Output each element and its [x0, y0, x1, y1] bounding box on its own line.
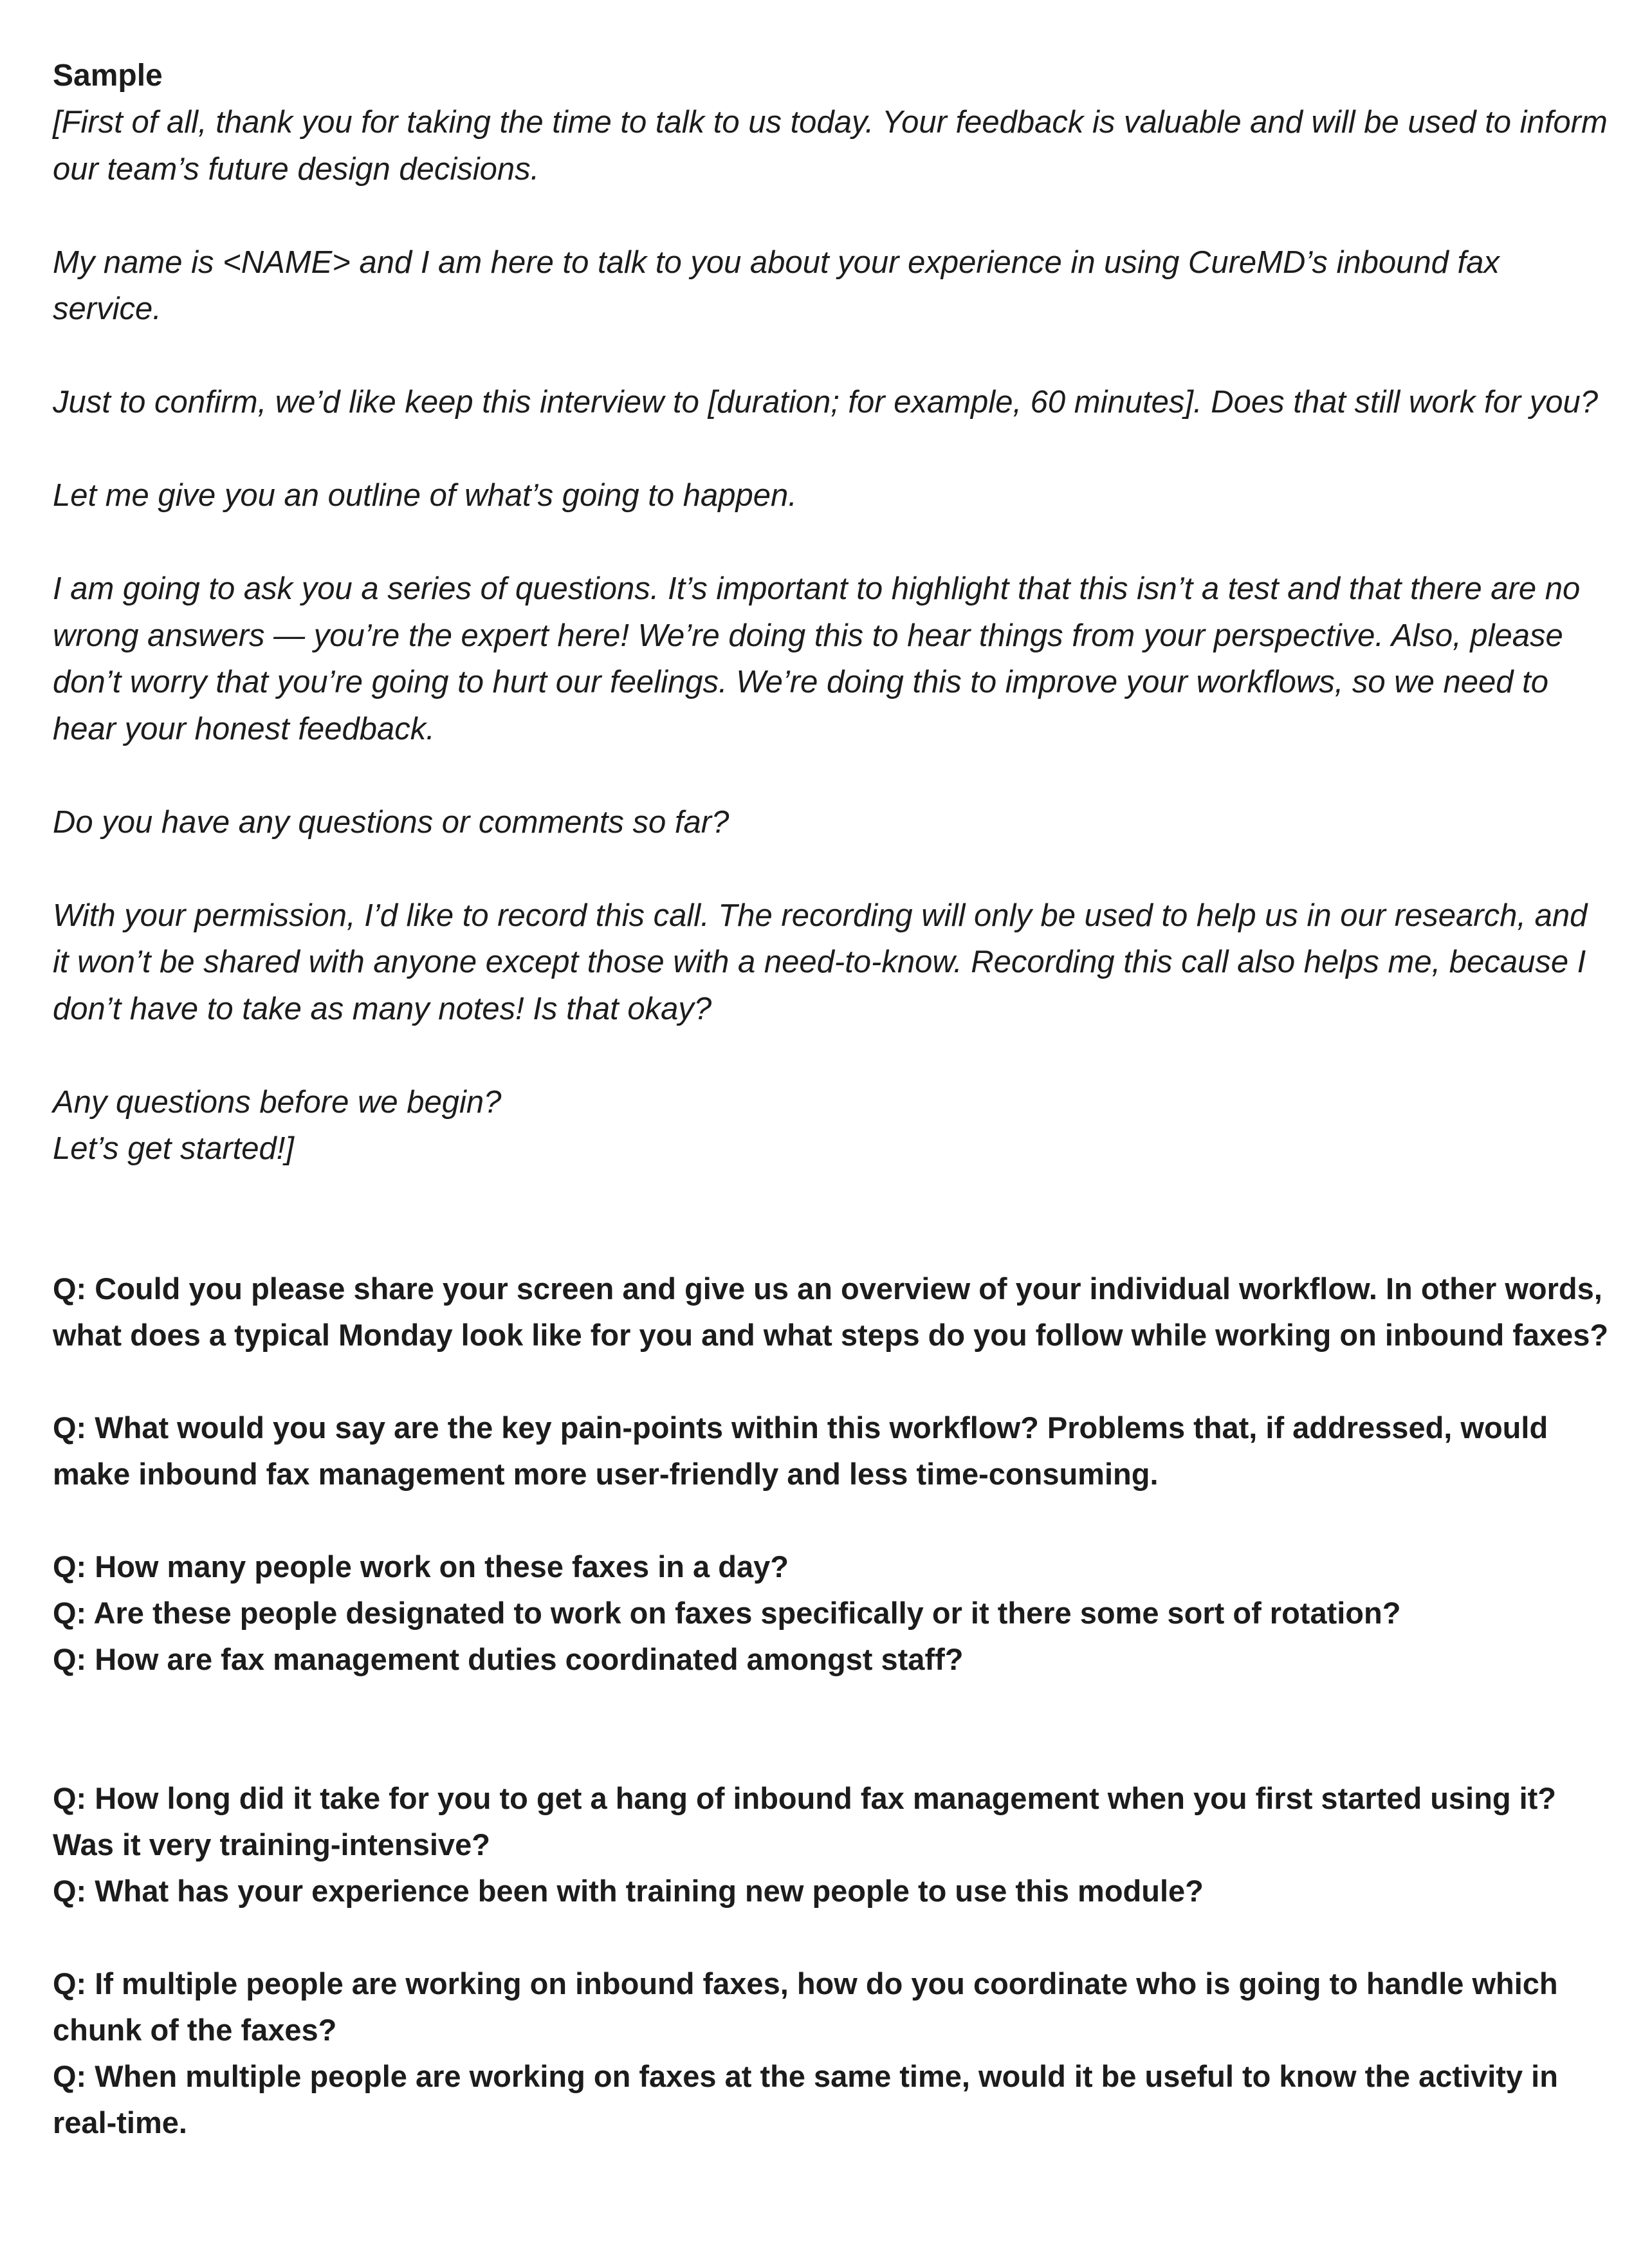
intro-paragraph-thanks: [First of all, thank you for taking the time to talk to us today. Your feedback is valuable and will be used to inform our team’s future design decisions.	[53, 105, 1608, 187]
question-group-training	[53, 1775, 1610, 1914]
question-group-pain-points	[53, 1405, 1610, 1497]
question-item: Q: How long did it take for you to get a hang of inbound fax management when you first started using it? Was it very training-intensive?	[53, 1780, 1557, 1862]
question-item: Q: When multiple people are working on faxes at the same time, would it be useful to know the activity in real-time.	[53, 2058, 1558, 2140]
question-item: Q: Could you please share your screen and give us an overview of your individual workflow. In other words, what does a typical Monday look like for you and what steps do you follow while working on inbound faxes?	[53, 1271, 1609, 1352]
question-item: Q: How many people work on these faxes in a day?	[53, 1549, 789, 1584]
intro-paragraph-comments: Do you have any questions or comments so far?	[53, 804, 730, 840]
question-group-coordination	[53, 1961, 1610, 2146]
question-item: Q: If multiple people are working on inbound faxes, how do you coordinate who is going to handle which chunk of the faxes?	[53, 1966, 1558, 2047]
intro-paragraph-name: My name is <NAME> and I am here to talk to you about your experience in using CureMD’s inbound fax service.	[53, 245, 1500, 326]
question-group-workflow	[53, 1266, 1610, 1358]
intro-paragraph-outline: Let me give you an outline of what’s going to happen.	[53, 478, 797, 513]
question-item: Q: What has your experience been with training new people to use this module?	[53, 1873, 1204, 1908]
document-page	[53, 53, 1610, 2192]
intro-paragraph-questions: I am going to ask you a series of questions. It’s important to highlight that this isn’t a test and that there are no wrong answers — you’re the expert here! We’re doing this to hear things from your perspective. Also, please don’t worry that you’re going to hurt our feelings. We’re doing this to improve your workflows, so we need to hear your honest feedback.	[53, 571, 1581, 746]
document-heading: Sample	[53, 59, 163, 93]
intro-paragraph-recording: With your permission, I’d like to record this call. The recording will only be used to help us in our research, and it won’t be shared with anyone except those with a need-to-know. Recording this call also helps me, because I don’t have to take as many notes! Is that okay?	[53, 898, 1588, 1026]
question-item: Q: What would you say are the key pain-points within this workflow? Problems that, if addressed, would make inbound fax management more user-friendly and less time-consuming.	[53, 1410, 1548, 1491]
question-item: Q: How are fax management duties coordinated amongst staff?	[53, 1641, 964, 1676]
intro-paragraph-start: Let’s get started!]	[53, 1131, 294, 1166]
interview-intro-script	[53, 99, 1610, 1172]
intro-paragraph-duration: Just to confirm, we’d like keep this interview to [duration; for example, 60 minutes]. Does that still work for you?	[53, 385, 1599, 420]
interview-questions	[53, 1266, 1610, 2146]
intro-paragraph-any-questions: Any questions before we begin?	[53, 1084, 502, 1120]
question-item: Q: Are these people designated to work on faxes specifically or it there some sort of rotation?	[53, 1595, 1401, 1630]
question-group-staffing	[53, 1544, 1610, 1683]
